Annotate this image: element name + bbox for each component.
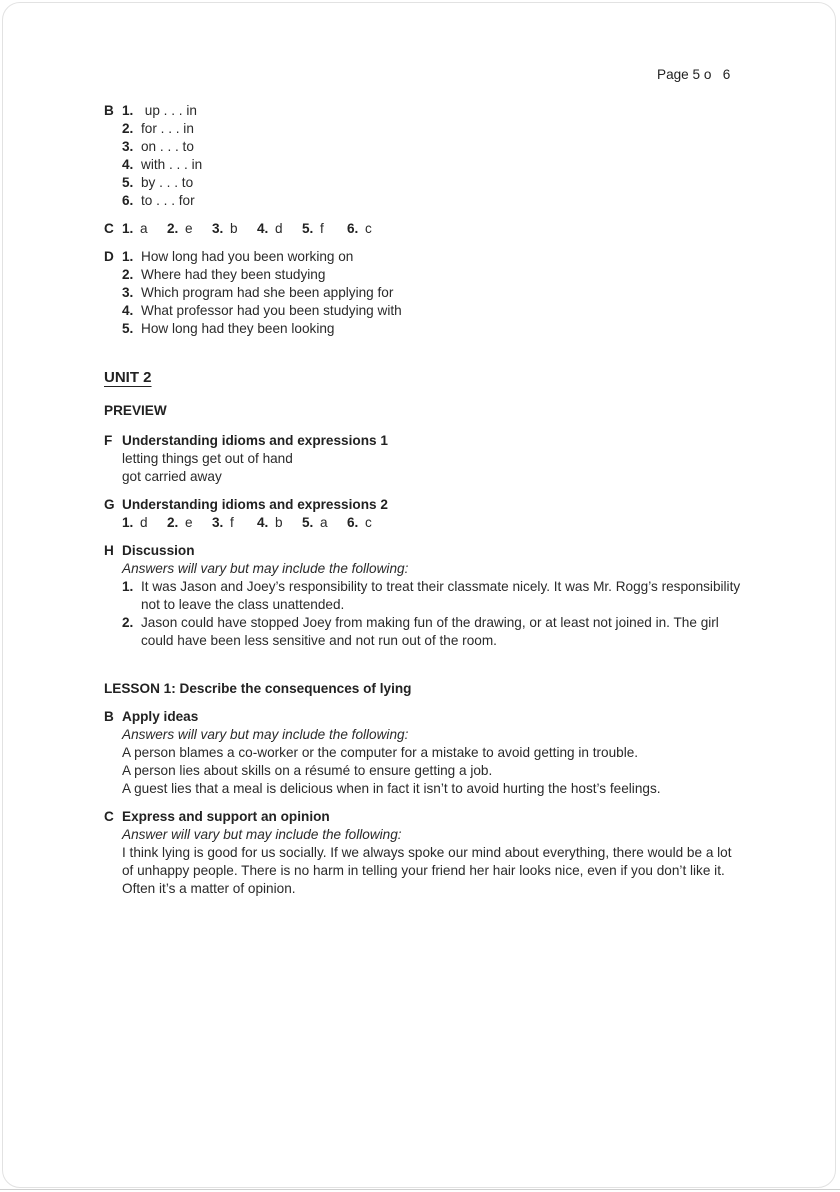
list-item: 2. Where had they been studying bbox=[122, 267, 326, 282]
list-item bbox=[122, 192, 744, 210]
item-number: 4. bbox=[122, 157, 134, 172]
section-intro: Answer will vary but may include the following: bbox=[122, 827, 402, 842]
answer-pair: 5. f bbox=[302, 221, 324, 236]
item-number: 1. bbox=[122, 103, 134, 118]
answer-line: letting things get out of hand bbox=[122, 451, 293, 466]
answer-key-content bbox=[104, 102, 744, 898]
item-text: with . . . in bbox=[141, 157, 203, 172]
section-title: Discussion bbox=[122, 543, 195, 558]
section-intro: Answers will vary but may include the following: bbox=[122, 561, 409, 576]
item-number: 6. bbox=[122, 193, 134, 208]
section-h bbox=[104, 542, 744, 650]
section-f bbox=[104, 432, 744, 486]
list-item bbox=[122, 138, 744, 156]
preview-heading: PREVIEW bbox=[104, 403, 167, 418]
answer-pair: 1. a bbox=[122, 221, 148, 236]
unit-title: UNIT 2 bbox=[104, 369, 152, 386]
list-item bbox=[122, 120, 744, 138]
item-number: 2. bbox=[122, 121, 134, 136]
section-intro: Answers will vary but may include the following: bbox=[122, 727, 409, 742]
section-title: Understanding idioms and expressions 1 bbox=[122, 433, 388, 448]
list-item: 1. How long had you been working on bbox=[122, 249, 354, 264]
section-title: Express and support an opinion bbox=[122, 809, 330, 824]
answer-pair: 2. e bbox=[167, 221, 193, 236]
section-c bbox=[104, 220, 744, 238]
lesson-section-b bbox=[104, 708, 744, 798]
section-letter: C bbox=[104, 221, 114, 236]
answer-pair: 3. f bbox=[212, 515, 234, 530]
list-item: 1. It was Jason and Joey’s responsibility to treat their classmate nicely. It was Mr. Rogg’s responsibility not to leave the class unattended. bbox=[122, 579, 741, 612]
list-item bbox=[122, 156, 744, 174]
answer-pair: 1. d bbox=[122, 515, 148, 530]
answer-pair: 4. b bbox=[257, 515, 283, 530]
section-title: Apply ideas bbox=[122, 709, 199, 724]
list-item: 4. What professor had you been studying with bbox=[122, 303, 402, 318]
bottom-edge-line bbox=[0, 1189, 840, 1190]
page-number: Page 5 o 6 bbox=[657, 67, 731, 82]
answer-pair: 6. c bbox=[347, 515, 372, 530]
answer-line: A person lies about skills on a résumé to ensure getting a job. bbox=[122, 763, 493, 778]
answer-line: A person blames a co-worker or the computer for a mistake to avoid getting in trouble. bbox=[122, 745, 639, 760]
answer-line: A guest lies that a meal is delicious when in fact it isn’t to avoid hurting the host’s feelings. bbox=[122, 781, 661, 796]
item-number: 3. bbox=[122, 139, 134, 154]
answer-pair: 3. b bbox=[212, 221, 238, 236]
answer-pair: 4. d bbox=[257, 221, 283, 236]
item-text: up . . . in bbox=[141, 103, 197, 118]
answer-pair: 2. e bbox=[167, 515, 193, 530]
answer-pair: 5. a bbox=[302, 515, 328, 530]
answer-line: got carried away bbox=[122, 469, 222, 484]
section-d bbox=[104, 248, 744, 338]
item-text: on . . . to bbox=[141, 139, 194, 154]
list-item bbox=[122, 174, 744, 192]
list-item: 3. Which program had she been applying for bbox=[122, 285, 394, 300]
list-item: 5. How long had they been looking bbox=[122, 321, 335, 336]
lesson-title: LESSON 1: Describe the consequences of lying bbox=[104, 681, 412, 696]
section-letter: B bbox=[104, 103, 114, 118]
section-letter: H bbox=[104, 543, 114, 558]
list-item bbox=[122, 102, 744, 120]
section-title: Understanding idioms and expressions 2 bbox=[122, 497, 388, 512]
section-letter: B bbox=[104, 709, 114, 724]
section-g bbox=[104, 496, 744, 532]
section-letter: G bbox=[104, 497, 115, 512]
item-text: by . . . to bbox=[141, 175, 194, 190]
answer-paragraph: I think lying is good for us socially. If we always spoke our mind about everything, there would be a lot of unhappy people. There is no harm in telling your friend her hair looks nice, even if you don’t like it. Often it’s a matter of opinion. bbox=[122, 845, 732, 896]
item-number: 5. bbox=[122, 175, 134, 190]
item-text: for . . . in bbox=[141, 121, 194, 136]
section-letter: D bbox=[104, 249, 114, 264]
item-text: to . . . for bbox=[141, 193, 195, 208]
answer-pair: 6. c bbox=[347, 221, 372, 236]
section-b bbox=[104, 102, 744, 210]
lesson-section-c bbox=[104, 808, 744, 898]
section-letter: C bbox=[104, 809, 114, 824]
list-item: 2. Jason could have stopped Joey from making fun of the drawing, or at least not joined in. The girl could have been less sensitive and not run out of the room. bbox=[122, 615, 719, 648]
section-letter: F bbox=[104, 433, 113, 448]
